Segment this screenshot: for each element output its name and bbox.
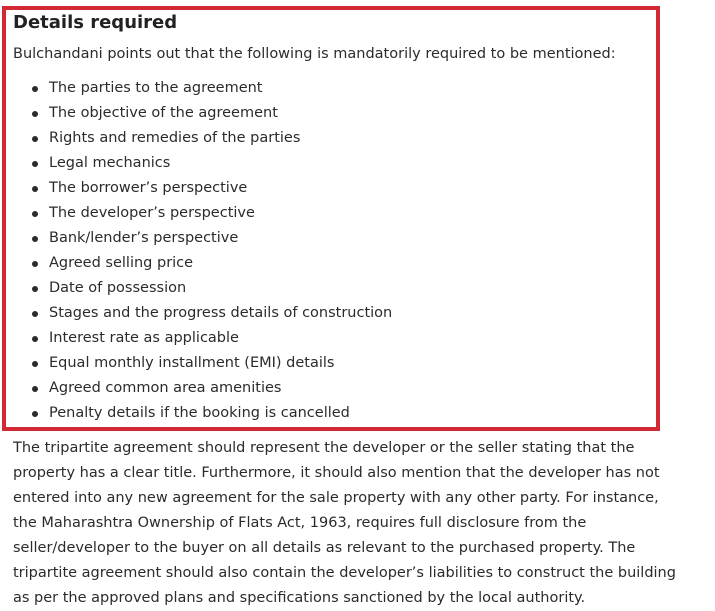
paragraph-line: the Maharashtra Ownership of Flats Act, 1963, requires full disclosure from the [13,515,587,531]
bullet-icon [32,386,38,392]
list-item-text: Date of possession [49,280,187,296]
requirements-list [0,76,392,426]
paragraph-line: entered into any new agreement for the sale property with any other party. For instance, [13,490,659,506]
list-item-text: Interest rate as applicable [49,330,239,346]
list-item-text: Bank/lender’s perspective [49,230,239,246]
bullet-icon [32,361,38,367]
list-item-text: Equal monthly installment (EMI) details [49,355,335,371]
paragraph-line: seller/developer to the buyer on all details as relevant to the purchased property. The [13,540,636,556]
list-item-text: Rights and remedies of the parties [49,130,301,146]
bullet-icon [32,161,38,167]
list-item [0,376,392,401]
bullet-icon [32,136,38,142]
paragraph-line: property has a clear title. Furthermore, it should also mention that the developer has not [13,465,660,481]
bullet-icon [32,336,38,342]
bullet-icon [32,411,38,417]
bullet-icon [32,111,38,117]
bullet-icon [32,261,38,267]
list-item-text: Agreed selling price [49,255,194,271]
list-item-text: Penalty details if the booking is cancelled [49,405,350,421]
list-item-text: Agreed common area amenities [49,380,282,396]
section-heading: Details required [13,12,178,33]
bullet-icon [32,286,38,292]
list-item [0,351,392,376]
list-item [0,151,392,176]
bullet-icon [32,86,38,92]
list-item-text: The borrower’s perspective [49,180,248,196]
list-item [0,251,392,276]
list-item [0,226,392,251]
bullet-icon [32,211,38,217]
bullet-icon [32,236,38,242]
list-item-text: The objective of the agreement [49,105,278,121]
list-item [0,276,392,301]
paragraph-line: The tripartite agreement should represent the developer or the seller stating that the [13,440,635,456]
list-item-text: Stages and the progress details of construction [49,305,393,321]
paragraph-line: tripartite agreement should also contain the developer’s liabilities to construct the building [13,565,676,581]
list-item [0,401,392,426]
bullet-icon [32,311,38,317]
paragraph-line: as per the approved plans and specifications sanctioned by the local authority. [13,590,586,606]
body-paragraph [13,436,708,611]
list-item-text: Legal mechanics [49,155,171,171]
intro-text: Bulchandani points out that the following is mandatorily required to be mentioned: [13,46,616,62]
list-item [0,201,392,226]
list-item [0,176,392,201]
list-item [0,126,392,151]
list-item [0,326,392,351]
list-item [0,301,392,326]
list-item [0,76,392,101]
list-item-text: The parties to the agreement [49,80,263,96]
list-item-text: The developer’s perspective [49,205,255,221]
list-item [0,101,392,126]
bullet-icon [32,186,38,192]
